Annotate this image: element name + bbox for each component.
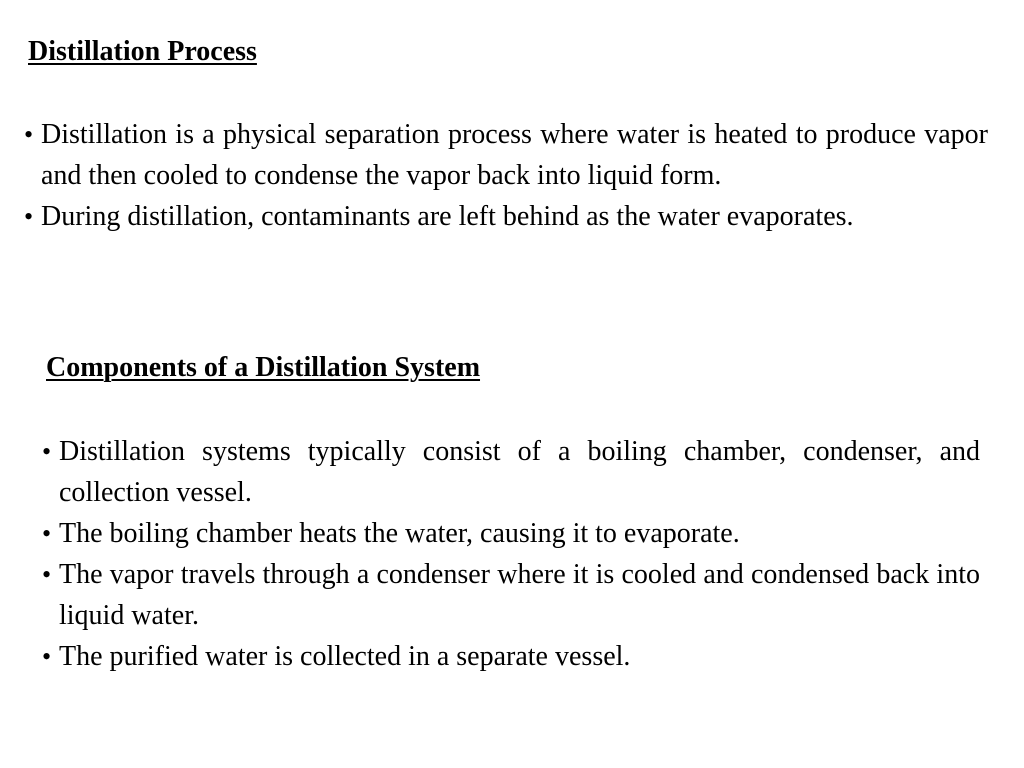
bullet-text: The boiling chamber heats the water, causing it to evaporate.: [59, 518, 740, 549]
bullet-icon: •: [24, 202, 34, 231]
bullet-icon: •: [42, 437, 52, 466]
bullet-text: The vapor travels through a condenser where it is cooled and condensed back into liquid water.: [59, 559, 980, 631]
list-item: [24, 196, 988, 237]
section-title-distillation-process: Distillation Process: [28, 36, 257, 67]
list-item: [42, 431, 980, 513]
section-title-components: Components of a Distillation System: [46, 352, 481, 383]
bullet-icon: •: [42, 560, 52, 589]
list-item: [42, 636, 980, 677]
bullet-icon: •: [42, 519, 52, 548]
bullet-text: Distillation is a physical separation process where water is heated to produce vapor and then cooled to condense the vapor back into liquid form.: [41, 119, 988, 191]
bullet-icon: •: [24, 120, 34, 149]
distillation-process-bullet-list: [24, 114, 988, 237]
list-item: [42, 554, 980, 636]
bullet-text: During distillation, contaminants are left behind as the water evaporates.: [41, 201, 854, 232]
list-item: [24, 114, 988, 196]
bullet-text: Distillation systems typically consist of a boiling chamber, condenser, and collection vessel.: [59, 436, 980, 508]
bullet-icon: •: [42, 642, 52, 671]
list-item: [42, 513, 980, 554]
components-bullet-list: [42, 431, 980, 677]
bullet-text: The purified water is collected in a separate vessel.: [59, 641, 631, 672]
